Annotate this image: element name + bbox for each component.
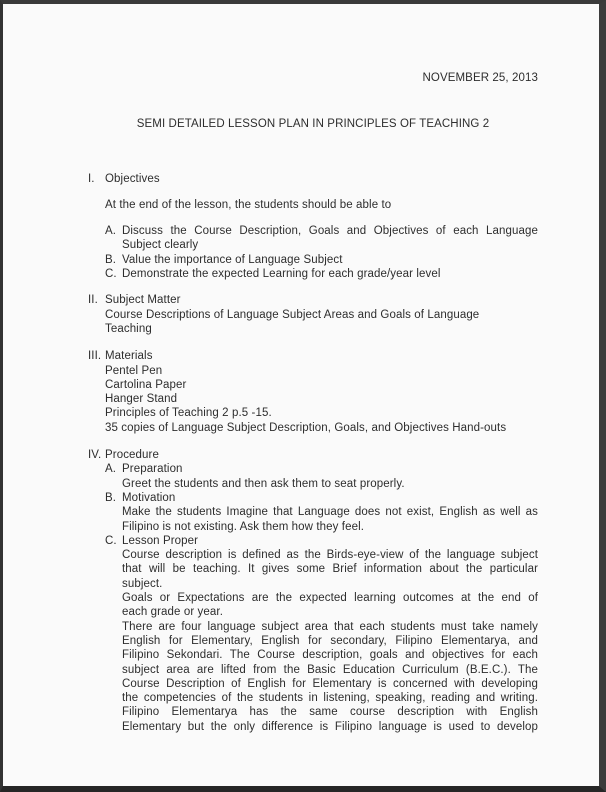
item-heading: Lesson Proper bbox=[122, 534, 199, 547]
item-letter: C. bbox=[105, 268, 117, 281]
objective-item-a bbox=[105, 224, 538, 253]
document-date: NOVEMBER 25, 2013 bbox=[422, 72, 538, 84]
procedure-item-motivation bbox=[105, 491, 538, 534]
item-heading: Preparation bbox=[122, 463, 183, 476]
text-line: each grade or year. bbox=[122, 606, 223, 619]
item-letter: B. bbox=[105, 253, 117, 266]
text-line: the competencies of the students in listening, speaking, reading and writing. bbox=[122, 692, 538, 705]
objective-item-c bbox=[105, 267, 538, 281]
item-body bbox=[122, 224, 538, 253]
section-objectives-heading-row bbox=[88, 172, 538, 186]
text-line: subject. bbox=[122, 577, 163, 590]
section-numeral: I. bbox=[88, 172, 95, 185]
material-item: Cartolina Paper bbox=[105, 378, 187, 391]
text-line: Greet the students and then ask them to seat properly. bbox=[122, 477, 405, 490]
objective-item-b bbox=[105, 253, 538, 267]
text-line: Course Descriptions of Language Subject Areas and Goals of Language bbox=[105, 308, 480, 321]
text-line: Value the importance of Language Subject bbox=[122, 253, 343, 266]
section-numeral: III. bbox=[88, 350, 102, 363]
item-letter: A. bbox=[105, 225, 117, 238]
subject-matter-body bbox=[105, 308, 538, 337]
item-body bbox=[122, 253, 538, 267]
materials-list bbox=[105, 364, 538, 435]
section-materials-heading-row bbox=[88, 349, 538, 363]
material-item: Hanger Stand bbox=[105, 393, 178, 406]
text-line: subject area are lifted from the Basic Education Curriculum (B.E.C.). The bbox=[122, 663, 538, 676]
item-body bbox=[122, 534, 538, 734]
item-heading: Motivation bbox=[122, 491, 176, 504]
item-letter: B. bbox=[105, 491, 117, 504]
section-subject-matter bbox=[88, 293, 538, 336]
text-line: English for Elementary, English for secondary, Filipino Elementarya, and bbox=[122, 634, 538, 647]
text-line: Filipino is not existing. Ask them how they feel. bbox=[122, 520, 365, 533]
material-item: Principles of Teaching 2 p.5 -15. bbox=[105, 407, 272, 420]
text-line: There are four language subject area that each students must take namely bbox=[122, 620, 538, 633]
section-numeral: II. bbox=[88, 294, 98, 307]
material-item: Pentel Pen bbox=[105, 364, 163, 377]
text-line: Goals or Expectations are the expected learning outcomes at the end of bbox=[122, 592, 538, 605]
section-heading: Subject Matter bbox=[105, 294, 181, 307]
text-line: Make the students Imagine that Language does not exist, English as well as bbox=[122, 506, 538, 519]
text-line: Filipino Sekondari. The Course description, goals and objectives for each bbox=[122, 649, 538, 662]
section-heading: Procedure bbox=[105, 449, 159, 462]
text-line: Course Description of English for Elementary is concerned with developing bbox=[122, 677, 538, 690]
text-line: Demonstrate the expected Learning for each grade/year level bbox=[122, 268, 441, 281]
procedure-item-preparation bbox=[105, 462, 538, 491]
text-line: Filipino Elementarya has the same course description with English bbox=[122, 706, 538, 719]
text-line: Discuss the Course Description, Goals and Objectives of each Language bbox=[122, 225, 538, 238]
text-line: Course description is defined as the Birds-eye-view of the language subject bbox=[122, 549, 538, 562]
procedure-item-lesson-proper bbox=[105, 534, 538, 734]
text-line: that will be teaching. It gives some Brief information about the particular bbox=[122, 563, 538, 576]
item-letter: A. bbox=[105, 463, 117, 476]
item-body bbox=[122, 462, 538, 491]
section-materials bbox=[88, 349, 538, 435]
material-item: 35 copies of Language Subject Description, Goals, and Objectives Hand-outs bbox=[105, 421, 507, 434]
item-body bbox=[122, 491, 538, 534]
item-body bbox=[122, 267, 538, 281]
section-procedure bbox=[88, 448, 538, 734]
document-title: SEMI DETAILED LESSON PLAN IN PRINCIPLES OF TEACHING 2 bbox=[136, 118, 490, 131]
document-content bbox=[88, 4, 538, 734]
section-subject-matter-heading-row bbox=[88, 293, 538, 307]
section-procedure-heading-row bbox=[88, 448, 538, 462]
text-line: Subject clearly bbox=[122, 239, 199, 252]
section-numeral: IV. bbox=[88, 449, 102, 462]
section-objectives bbox=[88, 172, 538, 282]
text-line: Elementary but the only difference is Filipino language is used to develop bbox=[122, 720, 538, 733]
section-heading: Materials bbox=[105, 350, 153, 363]
text-line: Teaching bbox=[105, 322, 152, 335]
section-heading: Objectives bbox=[105, 172, 160, 185]
item-letter: C. bbox=[105, 534, 117, 547]
objectives-intro: At the end of the lesson, the students should be able to bbox=[105, 198, 392, 211]
objectives-items bbox=[88, 224, 538, 281]
